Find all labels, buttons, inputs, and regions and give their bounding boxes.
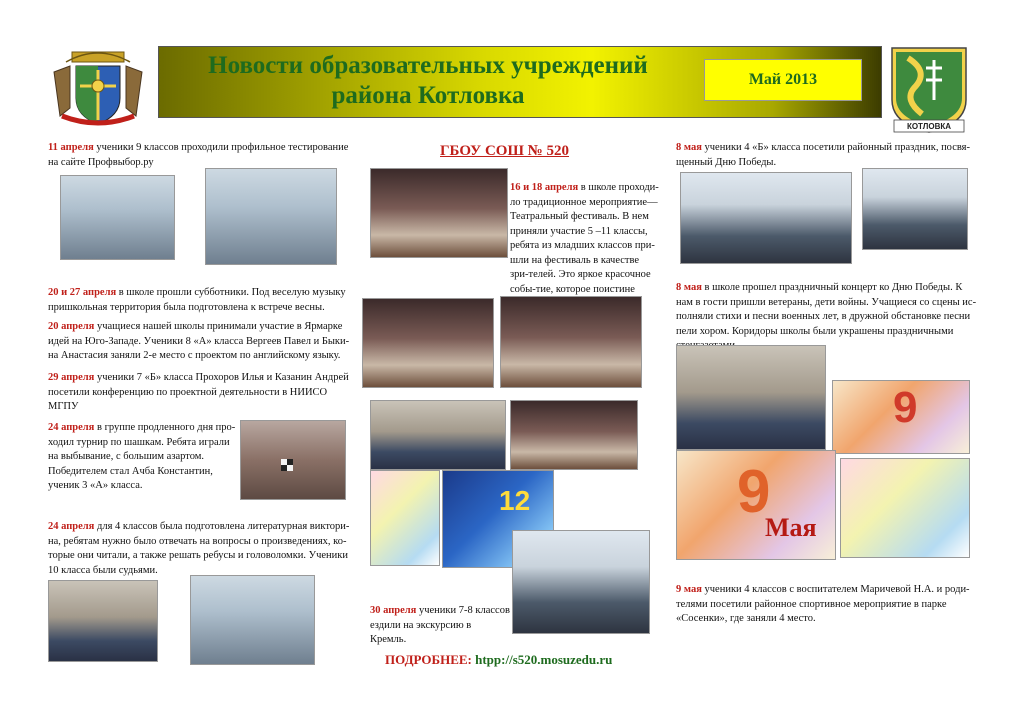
issue-date-badge: [704, 59, 862, 101]
photo-concert-veterans: [676, 345, 826, 450]
photo-military-band: [862, 168, 968, 250]
poster-may: Мая: [765, 513, 817, 542]
news-item-victory-festival: 8 мая ученики 4 «Б» класса посетили районный праздник, посвя-щенный Дню Победы.: [676, 142, 970, 168]
page-title-line1: Новости образовательных учреждений: [208, 52, 648, 79]
photo-victory-poster-1: [832, 380, 970, 454]
more-info-url[interactable]: htpp://s520.mosuzedu.ru: [475, 652, 613, 667]
emblem-label: КОТЛОВКА: [906, 122, 952, 131]
page-title: [168, 51, 688, 111]
photo-victory-poster-2: [676, 450, 836, 560]
photo-student-computer: [205, 168, 337, 265]
news-item-3: 20 апреля учащиеся нашей школы принимали участие в Ярмарке идей на Юго-Западе. Ученики 8 «А» класса Вергеев Павел и Быки-на Анастасия заняли 2-е место с проектом по английскому языку.: [48, 321, 350, 361]
news-item-6: 24 апреля для 4 классов была подготовлена литературная виктори-на, ребятам нужно было отвечать на вопросы о произведениях, ко-торые они читали, а также решать ребусы и головоломки. Ученики 10 класса были судьями.: [48, 521, 350, 576]
news-item-sport: 9 мая ученики 4 классов с воспитателем Маричевой Н.А. и роди-телями посетили районное спортивное мероприятие в парке «Сосенки», где заняли 4 место.: [676, 584, 970, 624]
photo-quiz-classroom: [190, 575, 315, 665]
news-item-4: 29 апреля ученики 7 «Б» класса Прохоров Илья и Казанин Андрей посетили конференцию по проектной деятельности в НИИСО МГПУ: [48, 372, 349, 412]
news-item-5: 24 апреля в группе продленного дня про-ходил турнир по шашкам. Ребята играли на выбывание, с большим азартом. Победителем стал Ачба Константин, ученик 3 «А» класса.: [48, 422, 236, 491]
more-info-link[interactable]: ПОДРОБНЕЕ: htpp://s520.mosuzedu.ru: [385, 652, 613, 667]
photo-stage-performance-1: [362, 298, 494, 388]
photo-poster-wall: [370, 470, 440, 566]
news-item-kremlin: 30 апреля ученики 7-8 классов ездили на экскурсию в Кремль.: [370, 605, 510, 645]
photo-quiz-judges: [48, 580, 158, 662]
photo-dance: [510, 400, 638, 470]
news-item-1: 11 апреля ученики 9 классов проходили профильное тестирование на сайте Профвыбор.ру: [48, 142, 349, 168]
kotlovka-emblem-icon: [886, 42, 972, 134]
photo-testing-classroom: [60, 175, 175, 260]
photo-audience: [370, 400, 506, 470]
issue-date: Май 2013: [748, 71, 818, 88]
poster-number: 12: [499, 485, 531, 516]
poster-nine-large: 9: [737, 458, 771, 525]
photo-kremlin-excursion: [512, 530, 650, 634]
news-item-concert: 8 мая в школе прошел праздничный концерт ко Дню Победы. К нам в гости пришли ветераны, дети войны. Учащиеся со сцены ис-полняли стихи и песни военных лет, в дружной обстановке песни пели хором. Коридоры школы были украшены праздничными: [676, 282, 977, 337]
school-title: ГБОУ СОШ № 520: [440, 143, 569, 159]
photo-theatre-festival: [370, 168, 508, 258]
photo-victory-poster-3: [840, 458, 970, 558]
news-item-theatre: 16 и 18 апреля в школе проходи-ло традиционное мероприятие— Театральный фестиваль. В нем приняли участие 5 –11 классы, ребята из младших классов при-шли на фестиваль в качестве зри-телей. Это яркое красочное собы-тие, которое поистине: [510, 182, 659, 295]
poster-nine-small: 9: [893, 383, 918, 432]
photo-stage-performance-2: [500, 296, 642, 388]
news-item-2: 20 и 27 апреля в школе прошли субботники. Под веселую музыку пришкольная территория была подготовлена к встрече весны.: [48, 287, 346, 313]
photo-victory-day-students: [680, 172, 852, 264]
page-title-line2: района Котловка: [331, 82, 525, 109]
district-coat-of-arms-icon: [48, 46, 148, 132]
photo-checkers-tournament: [240, 420, 346, 500]
